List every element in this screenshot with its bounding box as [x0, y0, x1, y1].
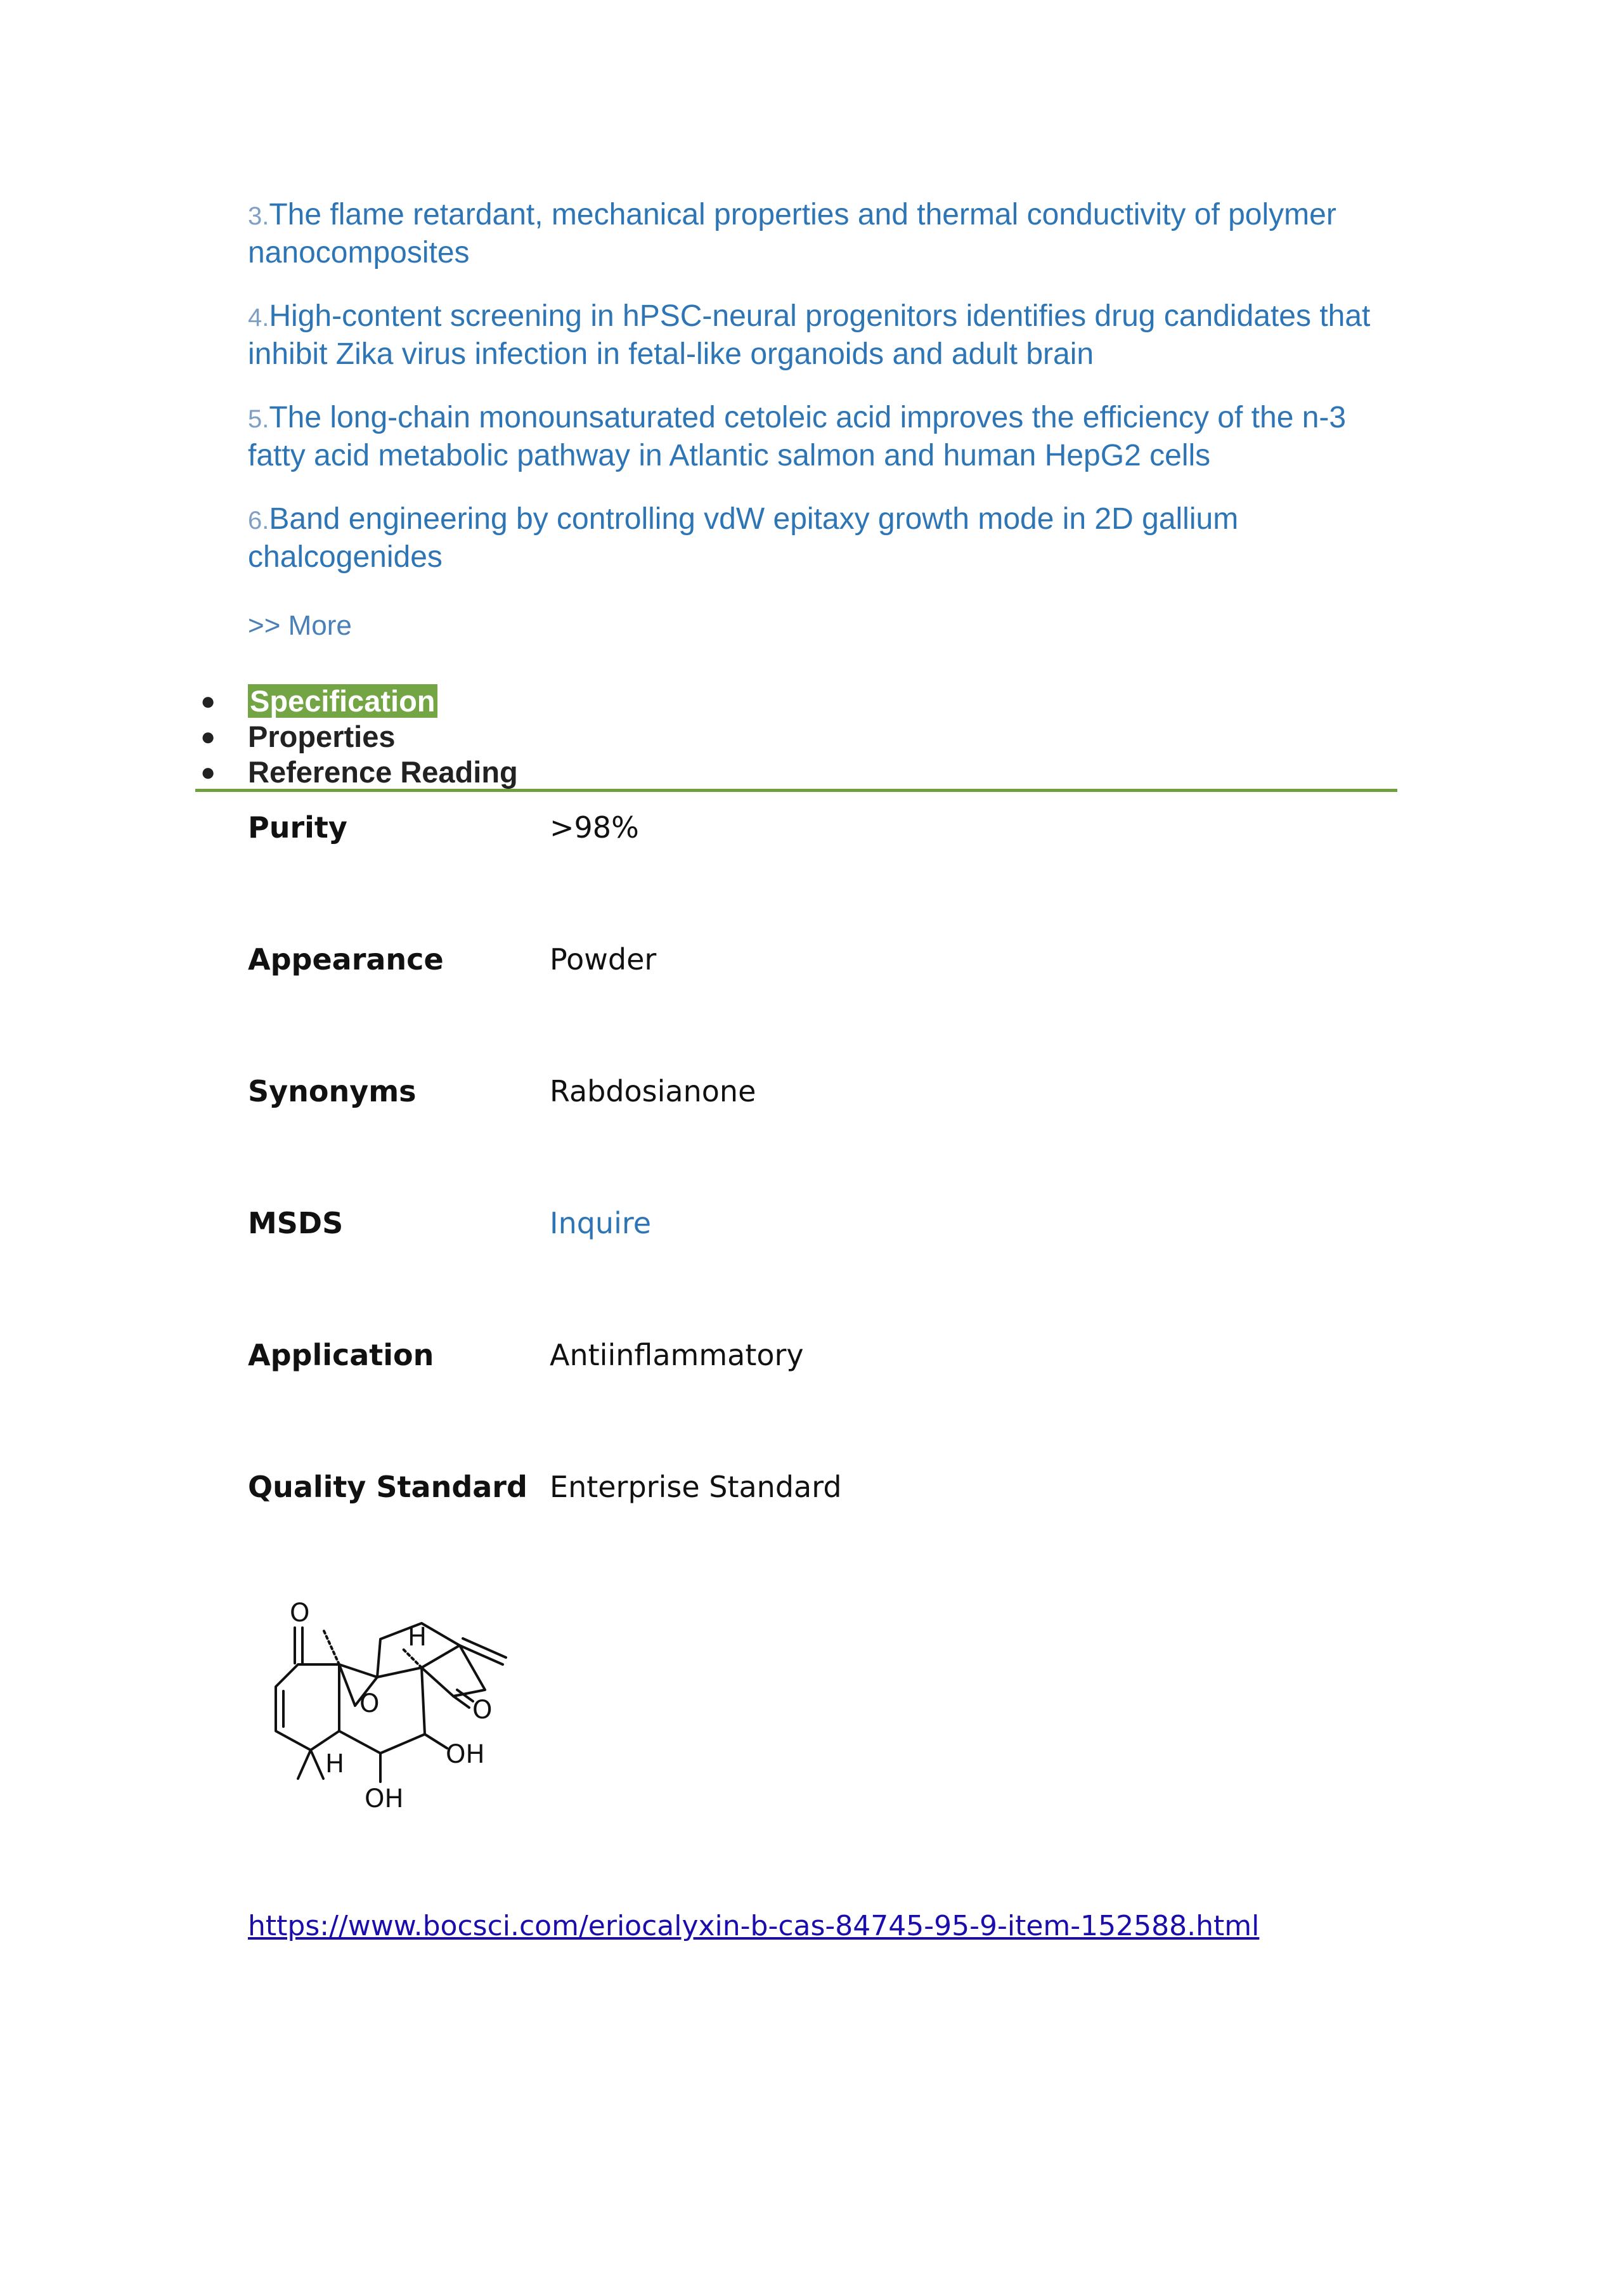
msds-inquire-link[interactable]: Inquire [550, 1206, 652, 1240]
spec-row-quality-standard [248, 1465, 1262, 1597]
more-link[interactable]: >> More [248, 610, 352, 641]
tab-properties[interactable] [195, 719, 1400, 755]
reference-list [248, 197, 1408, 602]
reference-title[interactable]: The flame retardant, mechanical properties and thermal conductivity of polymer nanocomposites [248, 198, 1336, 269]
reference-number: 5. [248, 405, 269, 433]
reference-number: 4. [248, 304, 269, 332]
source-url-link[interactable]: https://www.bocsci.com/eriocalyxin-b-cas-84745-95-9-item-152588.html [248, 1910, 1260, 1942]
tab-label[interactable]: Properties [248, 720, 396, 753]
spec-key: Quality Standard [248, 1470, 527, 1504]
spec-key: Appearance [248, 942, 444, 976]
reference-title[interactable]: The long-chain monounsaturated cetoleic acid improves the efficiency of the n-3 fatty acid metabolic pathway in Atlantic salmon and human HepG2 cells [248, 401, 1347, 472]
reference-item-4[interactable] [248, 298, 1408, 373]
tab-reference-reading[interactable] [195, 755, 1400, 790]
spec-value: Enterprise Standard [550, 1470, 842, 1504]
bullet-icon: ● [200, 723, 216, 751]
reference-item-5[interactable] [248, 399, 1408, 474]
tab-list [195, 684, 1400, 790]
spec-row-synonyms [248, 1069, 1262, 1201]
chemical-structure-image [244, 1582, 548, 1836]
spec-value: Rabdosianone [550, 1074, 756, 1108]
spec-row-appearance [248, 937, 1262, 1069]
spec-row-purity [248, 805, 1262, 937]
specification-table [248, 805, 1262, 1597]
spec-value: >98% [550, 810, 639, 845]
tab-label[interactable]: Specification [248, 684, 437, 718]
reference-number: 3. [248, 202, 269, 230]
atom-label: OH [365, 1784, 404, 1813]
bullet-icon: ● [200, 687, 216, 715]
atom-label: H [408, 1623, 427, 1652]
spec-value: Powder [550, 942, 657, 976]
tab-divider [195, 789, 1397, 792]
atom-label: O [290, 1599, 310, 1628]
spec-row-application [248, 1333, 1262, 1465]
atom-label: O [472, 1696, 493, 1725]
tab-specification[interactable] [195, 684, 1400, 719]
reference-title[interactable]: High-content screening in hPSC-neural progenitors identifies drug candidates that inhibit Zika virus infection in fetal-like organoids and adult brain [248, 299, 1371, 371]
spec-key: MSDS [248, 1206, 344, 1240]
atom-label: OH [446, 1740, 485, 1769]
spec-key: Synonyms [248, 1074, 417, 1108]
reference-number: 6. [248, 507, 269, 535]
spec-key: Purity [248, 810, 347, 845]
spec-value: Antiinflammatory [550, 1338, 804, 1372]
bullet-icon: ● [200, 758, 216, 786]
structure-atom-labels [290, 1599, 492, 1813]
tab-label[interactable]: Reference Reading [248, 755, 518, 789]
reference-item-6[interactable] [248, 501, 1408, 576]
spec-row-msds [248, 1201, 1262, 1333]
atom-label: O [359, 1689, 380, 1718]
reference-item-3[interactable] [248, 197, 1408, 271]
atom-label: H [325, 1749, 345, 1779]
reference-title[interactable]: Band engineering by controlling vdW epitaxy growth mode in 2D gallium chalcogenides [248, 502, 1239, 574]
spec-key: Application [248, 1338, 434, 1372]
